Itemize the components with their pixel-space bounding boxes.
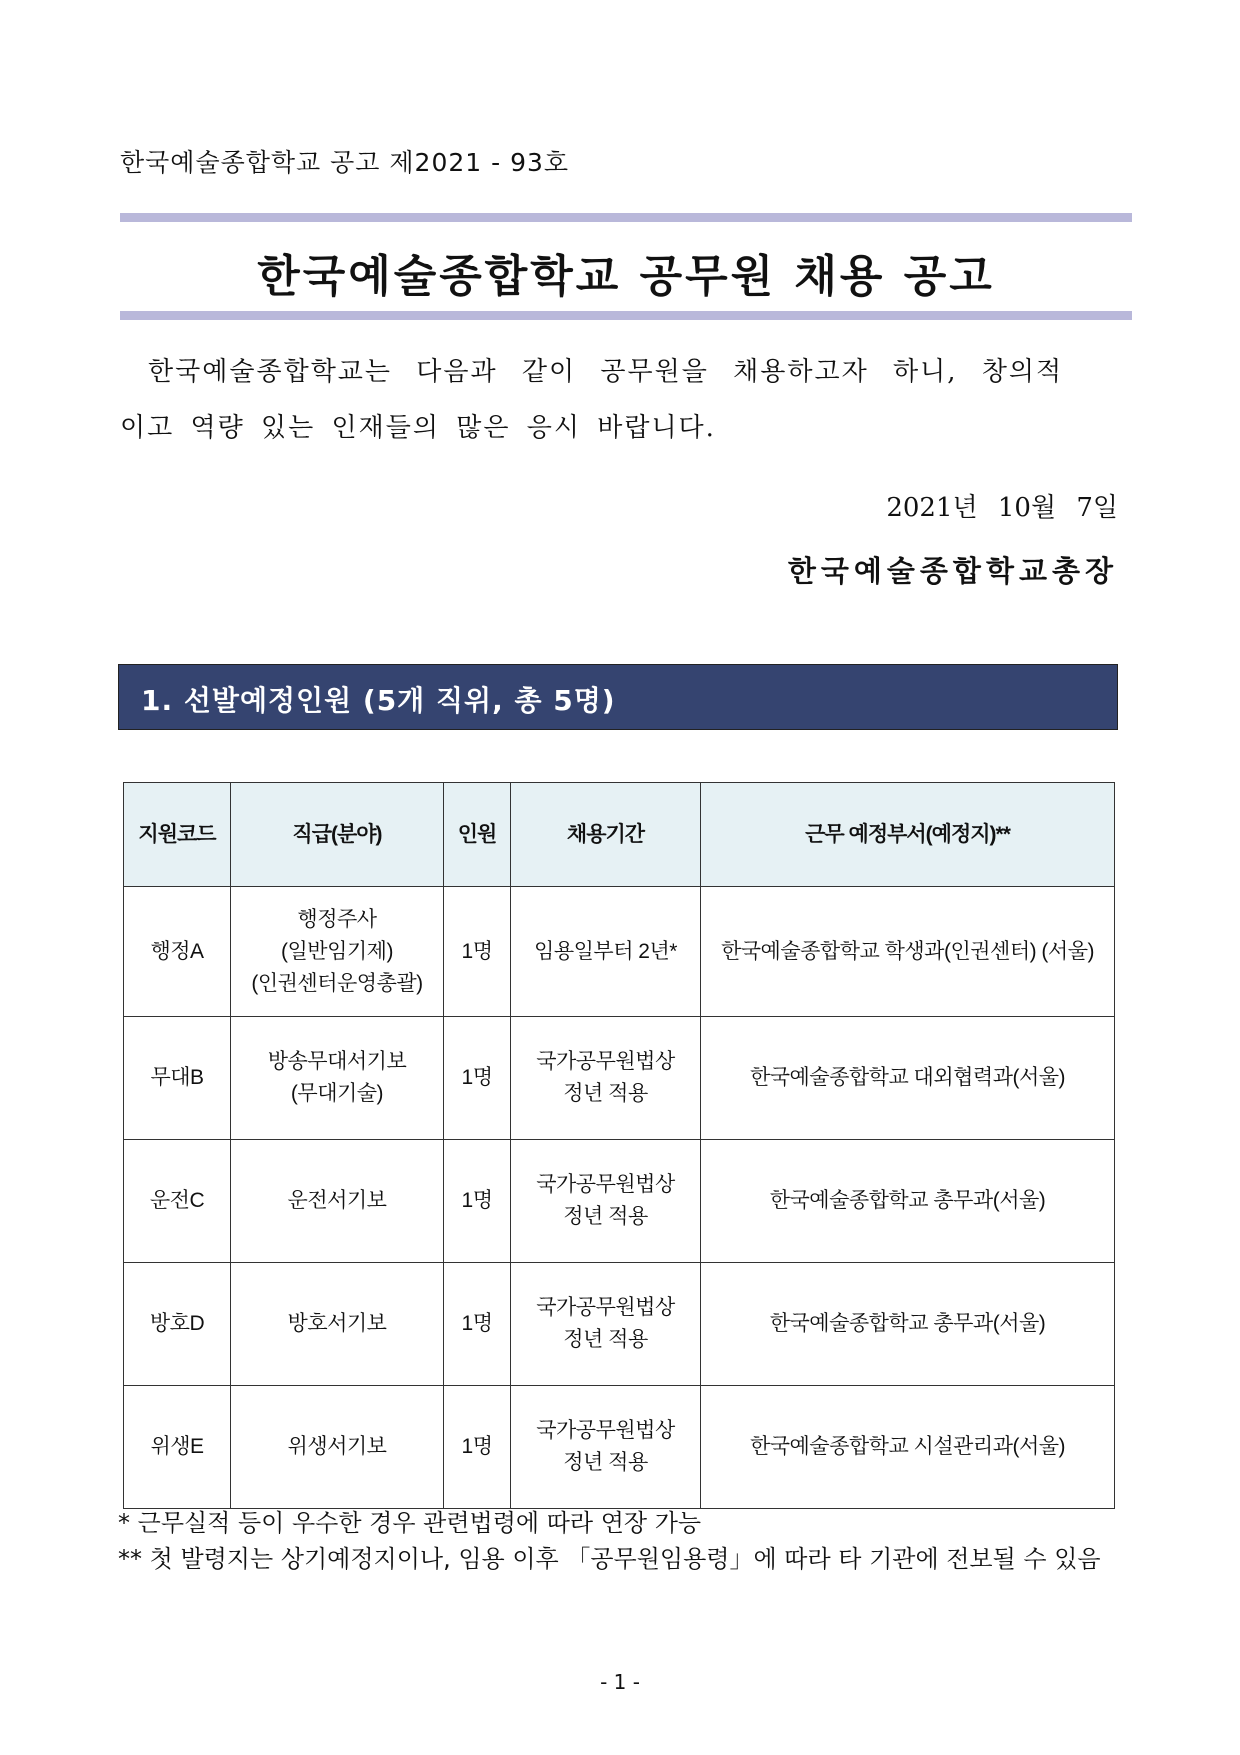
section-1-header [118,664,1118,730]
table-row [124,1140,1115,1263]
cell-grade [231,1386,444,1509]
cell-period [511,1140,701,1263]
cell-count: 1명 [444,1140,511,1263]
grade-line: (인권센터운영총괄) [251,971,423,995]
cell-code: 운전C [124,1140,231,1263]
cell-dept: 한국예술종합학교 총무과(서울) [701,1140,1115,1263]
cell-grade [231,1263,444,1386]
title-top-rule [120,213,1132,222]
cell-period [511,1017,701,1140]
period-line: 국가공무원법상 [536,1419,675,1442]
footnote-1: * 근무실적 등이 우수한 경우 관련법령에 따라 연장 가능 [118,1509,702,1537]
header-count: 인원 [444,783,511,887]
page-title: 한국예술종합학교 공무원 채용 공고 [257,251,995,302]
table-row [124,1017,1115,1140]
grade-line: 위생서기보 [287,1435,387,1458]
cell-count: 1명 [444,1017,511,1140]
cell-count: 1명 [444,887,511,1017]
footnote-2: ** 첫 발령지는 상기예정지이나, 임용 이후 「공무원임용령」에 따라 타 기관에 전보될 수 있음 [118,1545,1101,1573]
grade-line: 방송무대서기보 [267,1050,407,1073]
cell-code: 행정A [124,887,231,1017]
section-1-heading: 1. 선발예정인원 (5개 직위, 총 5명) [141,684,616,717]
period-line: 국가공무원법상 [536,1050,675,1073]
period-line: 정년 적용 [563,1082,648,1105]
header-code: 지원코드 [124,783,231,887]
page-number: - 1 - [600,1670,640,1694]
cell-grade [231,1017,444,1140]
title-bottom-rule [120,311,1132,320]
cell-code: 방호D [124,1263,231,1386]
period-line: 임용일부터 2년* [534,939,677,963]
cell-dept: 한국예술종합학교 총무과(서울) [701,1263,1115,1386]
positions-table [123,782,1115,1509]
grade-line: (일반임기제) [281,939,393,963]
cell-grade [231,887,444,1017]
period-line: 정년 적용 [563,1205,648,1228]
cell-period [511,1386,701,1509]
period-line: 정년 적용 [563,1328,648,1351]
header-period: 채용기간 [511,783,701,887]
cell-count: 1명 [444,1263,511,1386]
intro-paragraph [120,344,1132,456]
grade-line: 방호서기보 [287,1312,387,1335]
president-signature: 한국예술종합학교총장 [787,554,1118,588]
grade-line: 운전서기보 [287,1189,387,1212]
table-header-row [124,783,1115,887]
intro-line-1: 한국예술종합학교는 다음과 같이 공무원을 채용하고자 하니, 창의적 [148,357,1064,387]
header-dept: 근무 예정부서(예정지)** [701,783,1115,887]
notice-number: 한국예술종합학교 공고 제2021 - 93호 [120,148,570,177]
period-line: 국가공무원법상 [536,1173,675,1196]
table-footnotes [118,1505,1101,1577]
cell-period [511,1263,701,1386]
cell-dept: 한국예술종합학교 대외협력과(서울) [701,1017,1115,1140]
grade-line: (무대기술) [290,1082,384,1105]
cell-dept: 한국예술종합학교 학생과(인권센터) (서울) [701,887,1115,1017]
header-grade: 직급(분야) [231,783,444,887]
cell-code: 위생E [124,1386,231,1509]
intro-line-2: 이고 역량 있는 인재들의 많은 응시 바랍니다. [120,413,716,443]
period-line: 정년 적용 [563,1451,648,1474]
grade-line: 행정주사 [297,907,377,931]
cell-period [511,887,701,1017]
announcement-date: 2021년 10월 7일 [886,493,1118,523]
cell-dept: 한국예술종합학교 시설관리과(서울) [701,1386,1115,1509]
period-line: 국가공무원법상 [536,1296,675,1319]
cell-grade [231,1140,444,1263]
table-row [124,887,1115,1017]
cell-count: 1명 [444,1386,511,1509]
table-row [124,1263,1115,1386]
cell-code: 무대B [124,1017,231,1140]
table-row [124,1386,1115,1509]
